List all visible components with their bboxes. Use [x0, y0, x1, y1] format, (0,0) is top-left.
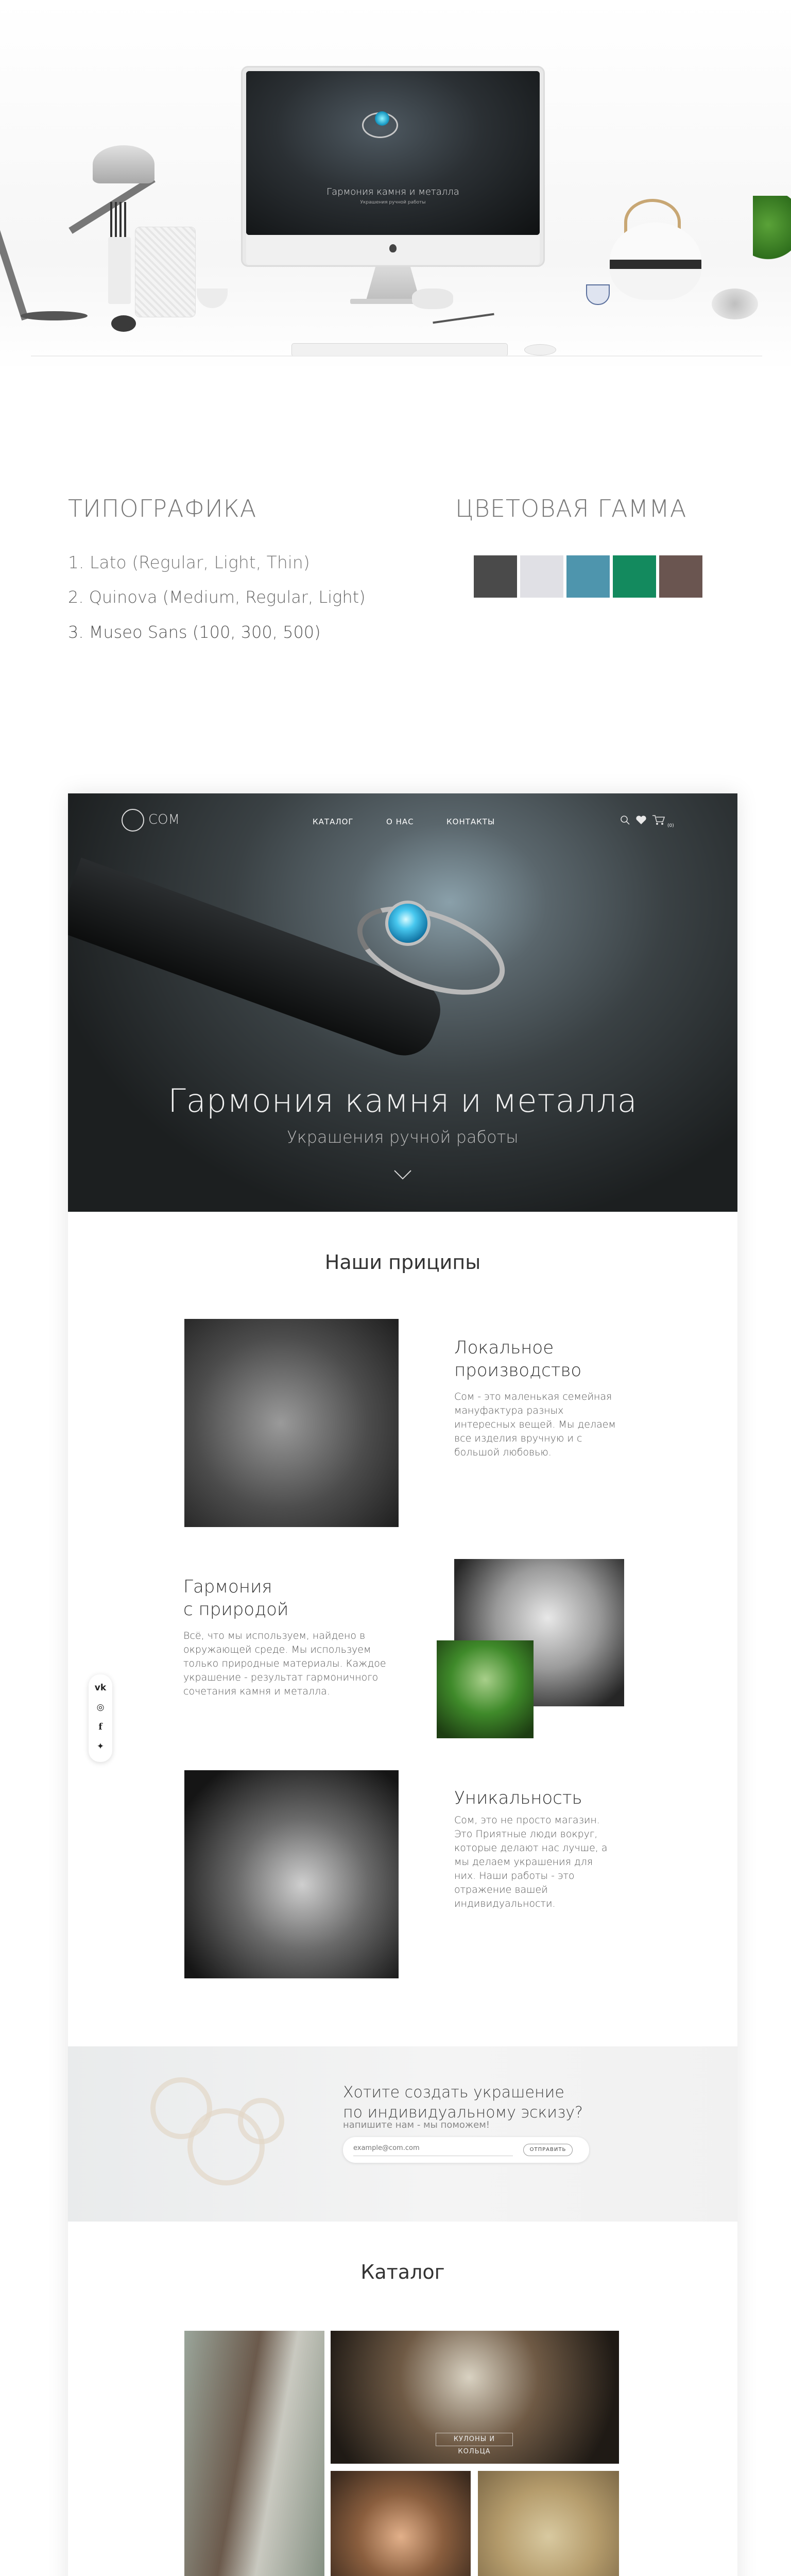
- order-subtitle: напишите нам - мы поможем!: [343, 2120, 490, 2130]
- instagram-icon[interactable]: ◎: [96, 1702, 105, 1713]
- top-nav: [68, 793, 737, 840]
- hero-title: Гармония камня и металла: [168, 1082, 638, 1120]
- order-form: [343, 2137, 589, 2163]
- order-title-line: по индивидуальному эскизу?: [343, 2104, 583, 2122]
- kettle: [610, 223, 701, 300]
- catalog-title: Каталог: [360, 2261, 445, 2283]
- color-swatch: [566, 555, 610, 598]
- color-swatch: [520, 555, 563, 598]
- hero-gem: [385, 901, 431, 946]
- search-icon[interactable]: [620, 815, 630, 825]
- tea-cup: [586, 284, 610, 305]
- principle-text: Сом - это маленькая семейная мануфактура разных интересных вещей. Мы делаем все изделия вручную и с большой любовью.: [454, 1391, 616, 1458]
- chevron-down-icon[interactable]: [391, 1163, 414, 1186]
- hero-subtitle: Украшения ручной работы: [287, 1127, 519, 1147]
- catalog-tile-pendants[interactable]: [331, 2331, 619, 2464]
- color-swatch: [659, 555, 702, 598]
- typography-item: 3. Museo Sans (100, 300, 500): [68, 622, 321, 642]
- photo-leaf-ring: [437, 1640, 534, 1738]
- lamp-arm: [0, 176, 29, 320]
- desk-line: [31, 355, 762, 357]
- order-title: [343, 2082, 583, 2123]
- apple-icon: [389, 244, 397, 252]
- custom-order-section: [68, 2046, 737, 2222]
- palette-swatches: [474, 555, 702, 598]
- hero-banner: [68, 793, 737, 1212]
- nav-contacts[interactable]: КОНТАКТЫ: [446, 817, 495, 826]
- catalog-tile-necklaces[interactable]: [478, 2471, 619, 2576]
- decor-cylinder: [135, 227, 196, 317]
- pen: [433, 313, 494, 324]
- principle-title: Уникальность: [454, 1788, 582, 1808]
- principle-title: Локальное производство: [454, 1337, 582, 1381]
- principle-text: Всё, что мы используем, найдено в окружающей среде. Мы используем только природные материалы. Каждое украшение - результат гармоничного сочетания камня и металла.: [183, 1630, 386, 1697]
- typography-title: ТИПОГРАФИКА: [68, 495, 257, 522]
- catalog-label[interactable]: КУЛОНЫ И КОЛЬЦА: [436, 2433, 513, 2446]
- email-input[interactable]: [353, 2144, 508, 2152]
- order-title-line: Хотите создать украшение: [343, 2083, 564, 2102]
- lamp-base: [21, 311, 88, 320]
- facebook-icon[interactable]: f: [98, 1722, 102, 1732]
- screen-hero-image: [246, 71, 540, 235]
- principle-text: Сом, это не просто магазин. Это Приятные люди вокруг, которые делают нас лучше, а мы делаем украшения для них. Наши работы - это отражение вашей индивидуальности.: [454, 1815, 608, 1909]
- cart-icon[interactable]: [652, 814, 665, 825]
- typography-item: 2. Quinova (Medium, Regular, Light): [68, 587, 366, 607]
- nav-about[interactable]: О НАС: [386, 817, 414, 826]
- mockup-scene: [0, 0, 791, 371]
- photo-hands: [184, 1770, 399, 1978]
- website-mockup: [68, 793, 737, 2576]
- screen-gem: [375, 111, 389, 126]
- twitter-icon[interactable]: ✦: [96, 1741, 105, 1752]
- nav-catalog[interactable]: КАТАЛОГ: [313, 817, 354, 826]
- typography-item: 1. Lato (Regular, Light, Thin): [68, 552, 310, 572]
- decor-figure: [111, 315, 136, 332]
- pencils: [110, 202, 129, 240]
- palette-title: ЦВЕТОВАЯ ГАММА: [455, 495, 687, 522]
- social-sidebar: [89, 1674, 112, 1762]
- photo-workshop: [184, 1319, 399, 1527]
- principle-title: Гармония с природой: [183, 1577, 289, 1620]
- decor-ring: [238, 2098, 284, 2144]
- plant: [753, 196, 791, 268]
- color-swatch: [613, 555, 656, 598]
- keyboard: [291, 343, 508, 357]
- lamp-head: [93, 145, 154, 183]
- principles-title: Наши приципы: [324, 1251, 481, 1274]
- decor-bowl: [197, 289, 228, 308]
- pencil-cup: [108, 237, 131, 304]
- color-swatch: [474, 555, 517, 598]
- logo-icon[interactable]: [122, 809, 144, 832]
- screen-title: Гармония камня и металла: [326, 187, 459, 197]
- decor-jar: [712, 289, 758, 319]
- screen-subtitle: Украшения ручной работы: [360, 200, 426, 205]
- vk-icon[interactable]: vk: [94, 1683, 107, 1693]
- catalog-tile-rings[interactable]: [331, 2471, 471, 2576]
- logo-text[interactable]: COM: [148, 812, 180, 827]
- mouse: [524, 344, 556, 355]
- send-button[interactable]: ОТПРАВИТЬ: [523, 2144, 573, 2156]
- cart-count: (0): [667, 823, 674, 828]
- catalog-tile-bracelets[interactable]: [184, 2331, 324, 2576]
- monitor-screen: [246, 71, 540, 235]
- heart-icon[interactable]: [635, 815, 647, 825]
- decor-object: [412, 289, 453, 309]
